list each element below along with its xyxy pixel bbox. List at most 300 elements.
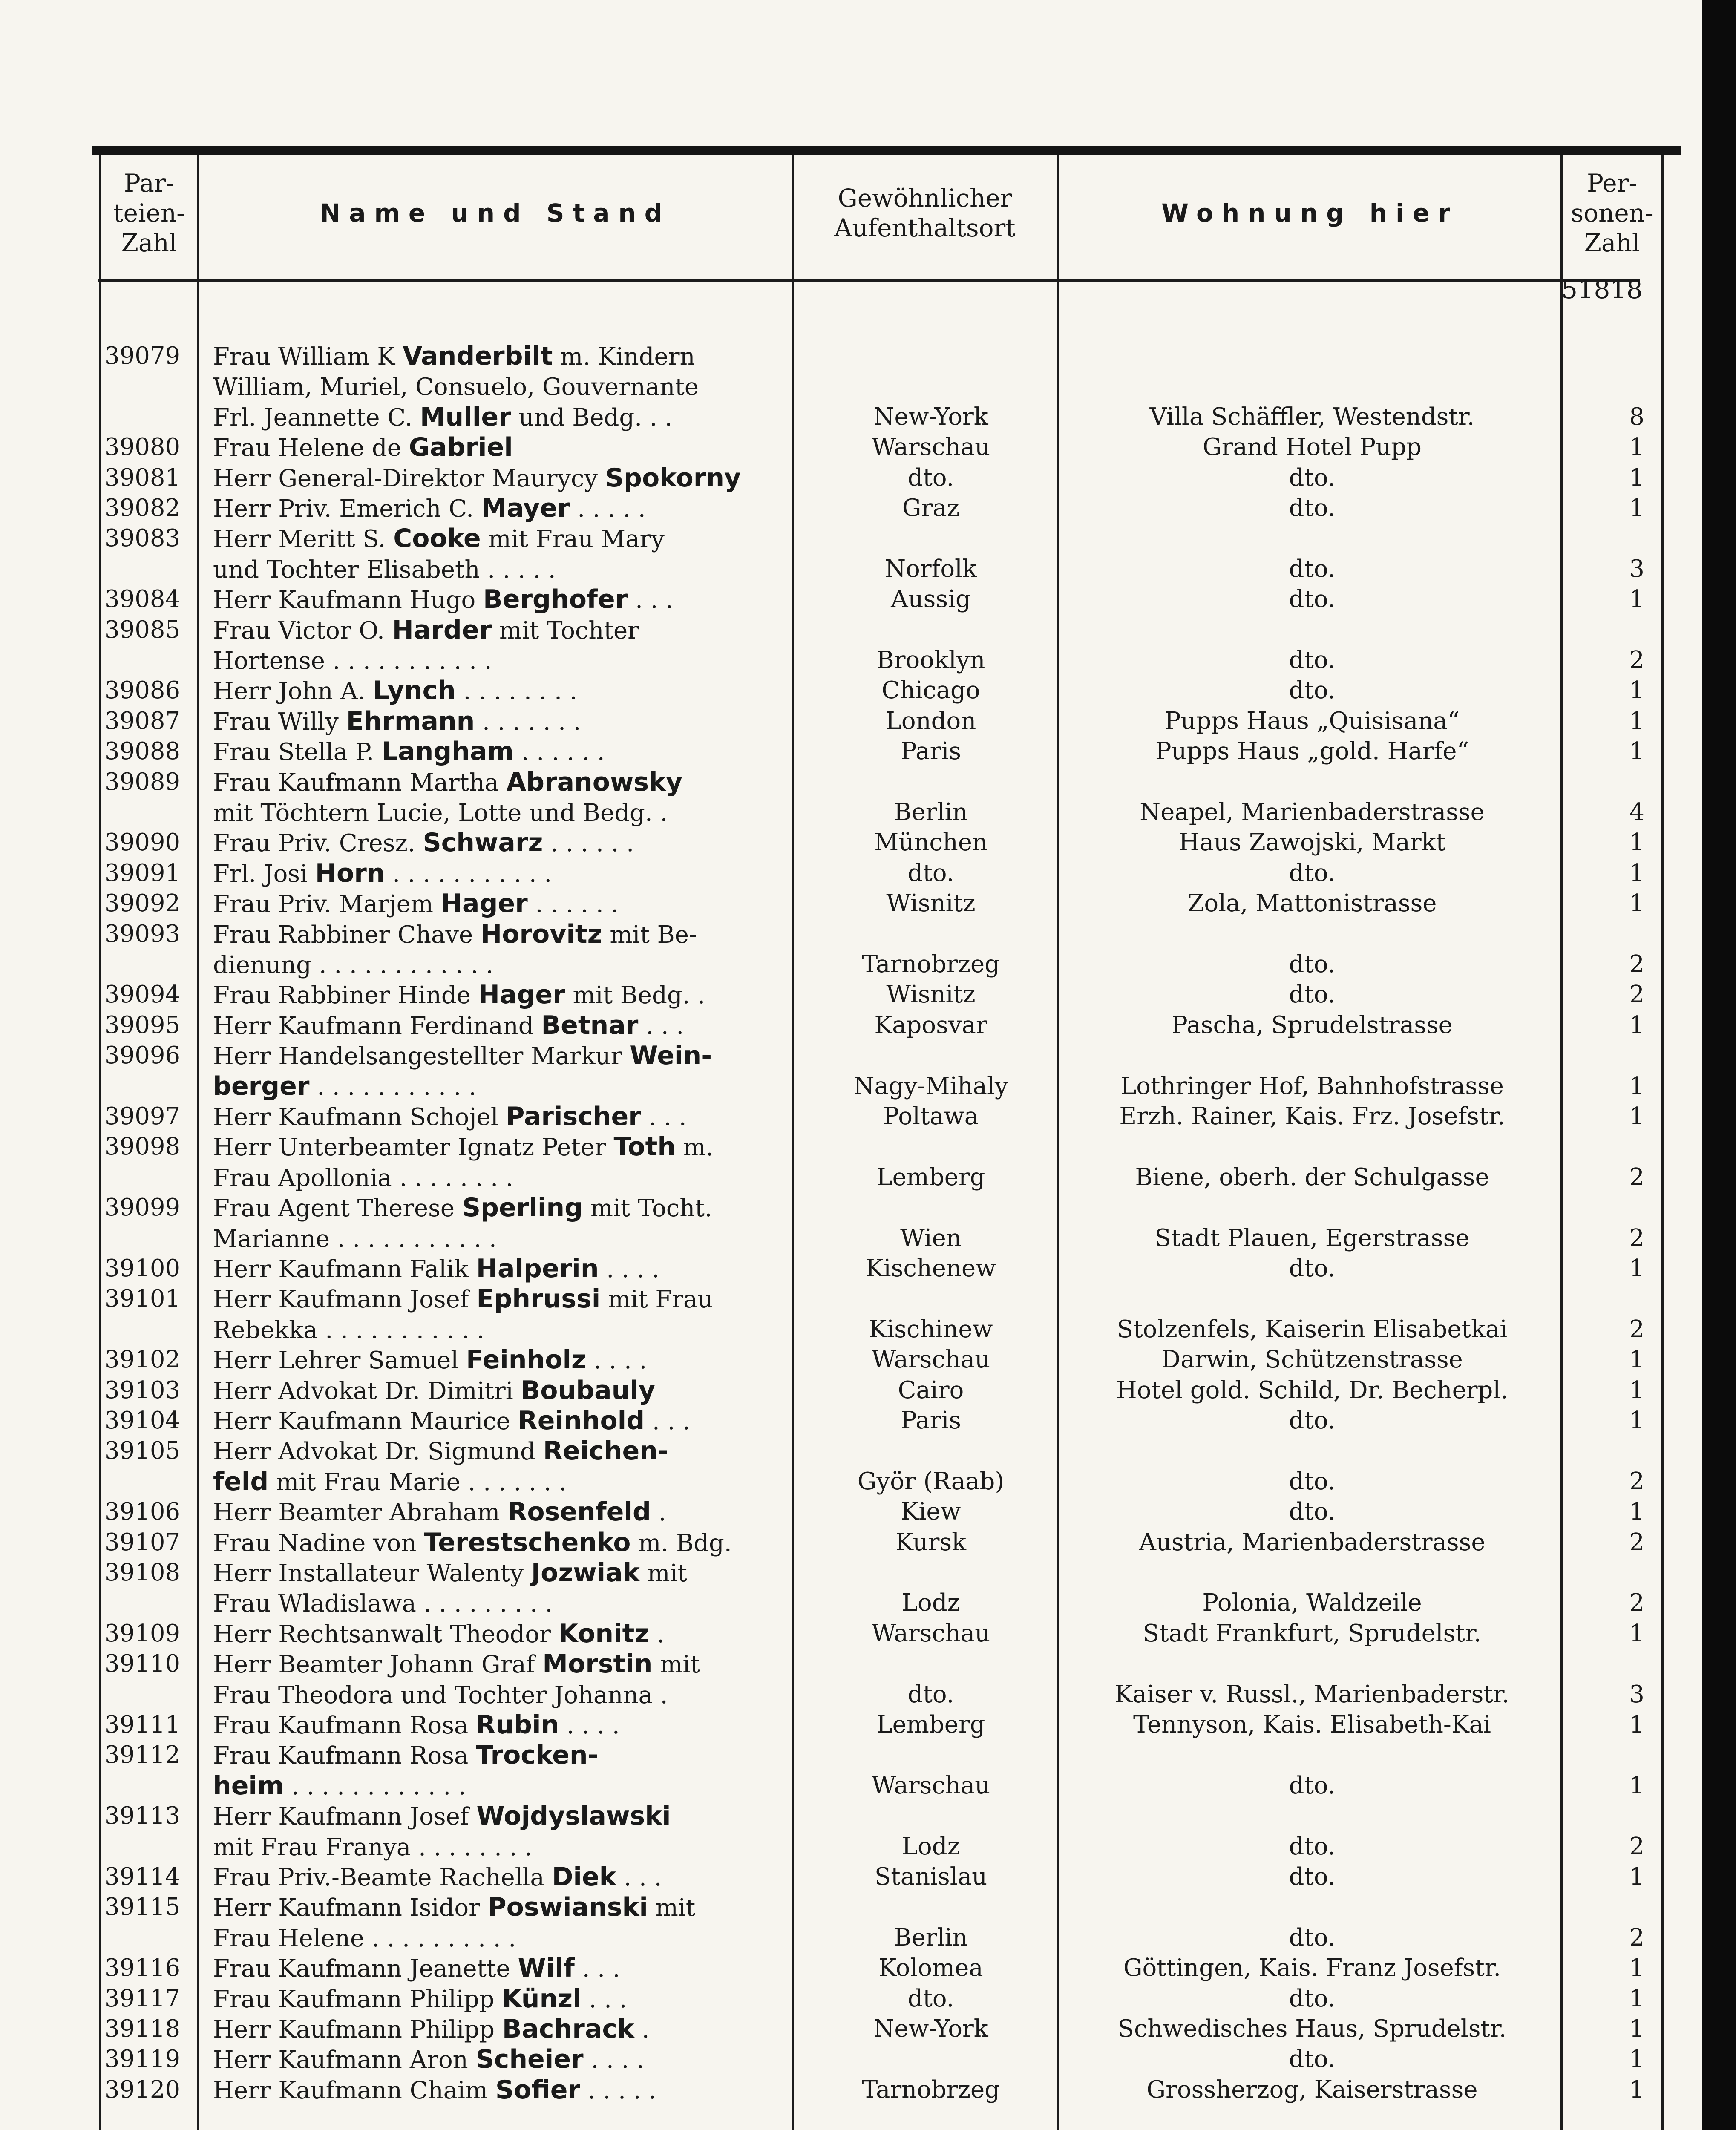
header-persons-line: Zahl — [1584, 228, 1640, 257]
table-row — [0, 919, 1702, 950]
person-count: 2 — [1629, 646, 1644, 674]
name-and-status — [213, 554, 780, 585]
person-count: 1 — [1629, 1498, 1644, 1526]
name-text: Frau Kaufmann Rosa — [213, 1742, 469, 1770]
table-row — [0, 615, 1702, 645]
table-row — [0, 341, 1702, 371]
usual-residence: Berlin — [894, 1923, 968, 1952]
party-number: 39080 — [104, 433, 181, 461]
name-and-status — [213, 767, 780, 798]
name-text: Herr Kaufmann Josef — [213, 1286, 469, 1314]
party-number: 39107 — [104, 1528, 181, 1556]
name-text: Herr Kaufmann Schojel — [213, 1103, 498, 1131]
table-row — [0, 1284, 1702, 1314]
name-text: Frau Priv. Cresz. — [213, 829, 415, 858]
table-top-rule — [92, 146, 1681, 155]
name-suffix: und Bedg. . . — [511, 403, 673, 432]
name-suffix: . . . . — [599, 1255, 659, 1283]
table-row — [0, 1314, 1702, 1345]
header-number — [102, 168, 196, 258]
name-and-status — [213, 493, 780, 524]
person-count: 1 — [1629, 585, 1644, 613]
name-and-status — [213, 1253, 780, 1285]
surname: Bachrack — [502, 2014, 634, 2044]
person-count: 1 — [1629, 1102, 1644, 1130]
party-number: 39084 — [104, 585, 181, 613]
party-number: 39079 — [104, 342, 181, 370]
surname: Lynch — [373, 676, 456, 706]
name-suffix: . . . — [645, 1408, 690, 1435]
table-row — [0, 1953, 1702, 1983]
name-and-status — [213, 1892, 780, 1923]
surname: Schwarz — [423, 828, 543, 858]
local-lodging: Pascha, Sprudelstrasse — [1172, 1011, 1453, 1039]
name-suffix: . . . . . . . — [475, 708, 581, 736]
header-number-line: Zahl — [121, 228, 177, 257]
table-row — [0, 949, 1702, 980]
person-count: 1 — [1629, 433, 1644, 461]
header-persons-line: sonen- — [1571, 199, 1653, 227]
local-lodging: dto. — [1289, 585, 1336, 613]
surname: Toth — [613, 1132, 676, 1162]
usual-residence: Wien — [900, 1224, 962, 1252]
usual-residence: Lemberg — [876, 1711, 985, 1739]
name-and-status — [213, 1557, 780, 1589]
table-row — [0, 1983, 1702, 2014]
name-and-status — [213, 1740, 780, 1771]
surname: Rubin — [476, 1710, 559, 1740]
table-row — [0, 1831, 1702, 1862]
name-text: Herr General-Direktor Maurycy — [213, 464, 598, 492]
usual-residence: München — [874, 829, 988, 857]
name-text: Frau Theodora und Tochter Johanna . — [213, 1681, 668, 1709]
party-number: 39106 — [104, 1498, 181, 1526]
usual-residence: Cairo — [898, 1376, 964, 1404]
person-count: 2 — [1629, 1315, 1644, 1343]
table-row — [0, 1040, 1702, 1071]
usual-residence: Kiew — [901, 1498, 961, 1526]
surname: Parischer — [506, 1102, 641, 1131]
surname: Wilf — [518, 1953, 575, 1983]
name-text: William, Muriel, Consuelo, Gouvernante — [213, 373, 699, 401]
name-and-status — [213, 1527, 780, 1559]
name-suffix: mit — [648, 1894, 696, 1922]
header-residence: Wohnung hier — [1161, 199, 1459, 227]
name-text: Rebekka . . . . . . . . . . . — [213, 1316, 485, 1344]
person-count: 1 — [1629, 1711, 1644, 1739]
table-row — [0, 1923, 1702, 1953]
usual-residence: Lodz — [901, 1589, 960, 1617]
local-lodging: dto. — [1289, 859, 1336, 887]
name-text: Herr Kaufmann Maurice — [213, 1408, 510, 1435]
name-suffix: . . . . . . . . — [455, 677, 577, 705]
surname: Langham — [381, 737, 514, 767]
header-bottom-rule — [98, 279, 1640, 282]
name-suffix: . . . . . . — [527, 890, 619, 918]
name-and-status — [213, 858, 780, 889]
table-row — [0, 1375, 1702, 1406]
name-suffix: . . . . . . . . . . . — [385, 860, 552, 888]
name-and-status — [213, 432, 780, 463]
name-and-status — [213, 371, 780, 403]
party-number: 39117 — [104, 1984, 181, 2012]
name-text: Marianne . . . . . . . . . . . — [213, 1225, 497, 1253]
table-row — [0, 493, 1702, 524]
name-suffix: . . . — [628, 586, 674, 614]
party-number: 39112 — [104, 1741, 181, 1769]
party-number: 39092 — [104, 889, 181, 918]
usual-residence: Norfolk — [885, 555, 977, 583]
name-and-status — [213, 706, 780, 737]
party-number: 39089 — [104, 768, 181, 796]
person-count: 4 — [1629, 798, 1644, 826]
header-number-line: Par- — [124, 169, 175, 198]
local-lodging: dto. — [1289, 950, 1336, 978]
name-text: Frau Priv. Marjem — [213, 890, 433, 918]
party-number: 39099 — [104, 1194, 181, 1222]
surname: Abranowsky — [506, 767, 683, 797]
party-number: 39119 — [104, 2045, 181, 2073]
surname: Diek — [552, 1862, 616, 1892]
name-text: Herr Unterbeamter Ignatz Peter — [213, 1134, 606, 1162]
usual-residence: Warschau — [871, 1771, 990, 1799]
table-row — [0, 1071, 1702, 1102]
person-count: 1 — [1629, 494, 1644, 522]
name-and-status — [213, 1710, 780, 1741]
name-and-status — [213, 1770, 780, 1802]
name-text: Frau Stella P. — [213, 738, 374, 766]
header-origin — [795, 183, 1055, 243]
local-lodging: dto. — [1289, 2045, 1336, 2073]
table-row — [0, 1010, 1702, 1041]
surname: Betnar — [541, 1010, 639, 1040]
name-suffix: . . . . . . . . . . . . — [284, 1772, 466, 1800]
table-row — [0, 584, 1702, 615]
table-row — [0, 523, 1702, 554]
name-suffix: . . . . — [583, 2046, 645, 2074]
surname: Reichen- — [543, 1436, 668, 1466]
name-and-status — [213, 797, 780, 829]
local-lodging: Zola, Mattonistrasse — [1187, 889, 1437, 918]
usual-residence: Graz — [902, 494, 960, 522]
name-and-status — [213, 615, 780, 646]
name-text: Herr Kaufmann Aron — [213, 2046, 468, 2074]
name-and-status — [213, 1923, 780, 1954]
local-lodging: Schwedisches Haus, Sprudelstr. — [1117, 2015, 1507, 2043]
party-number: 39109 — [104, 1619, 181, 1647]
usual-residence: Poltawa — [883, 1102, 979, 1130]
table-row — [0, 1344, 1702, 1375]
name-text: Frau Kaufmann Martha — [213, 769, 499, 797]
local-lodging: Polonia, Waldzeile — [1202, 1589, 1422, 1617]
party-number: 39086 — [104, 676, 181, 705]
name-text: Frau Rabbiner Chave — [213, 921, 473, 949]
local-lodging: dto. — [1289, 1832, 1336, 1860]
name-text: Frau Kaufmann Philipp — [213, 1985, 495, 2013]
usual-residence: dto. — [907, 859, 954, 887]
table-row — [0, 402, 1702, 432]
name-and-status — [213, 1983, 780, 2015]
name-and-status — [213, 341, 780, 372]
local-lodging: dto. — [1289, 1984, 1336, 2012]
local-lodging: Villa Schäffler, Westendstr. — [1149, 403, 1475, 431]
surname: Ephrussi — [476, 1284, 601, 1314]
name-and-status — [213, 1101, 780, 1133]
usual-residence: New-York — [873, 403, 988, 431]
person-count: 2 — [1629, 1467, 1644, 1495]
name-and-status — [213, 1588, 780, 1619]
name-text: Herr Kaufmann Falik — [213, 1255, 469, 1283]
name-and-status — [213, 1192, 780, 1224]
person-count: 1 — [1629, 1771, 1644, 1799]
table-row — [0, 675, 1702, 706]
table-row — [0, 2014, 1702, 2044]
usual-residence: London — [885, 707, 976, 735]
usual-residence: Wisnitz — [886, 889, 976, 918]
party-number: 39097 — [104, 1102, 181, 1130]
party-number: 39083 — [104, 524, 181, 553]
name-and-status — [213, 2075, 780, 2106]
person-count: 1 — [1629, 1407, 1644, 1434]
name-suffix: m. Kindern — [553, 343, 695, 371]
usual-residence: Stanislau — [874, 1863, 987, 1891]
name-text: Herr Meritt S. — [213, 525, 386, 553]
name-text: Herr Installateur Walenty — [213, 1560, 524, 1587]
name-suffix: . . . — [574, 1955, 620, 1983]
table-row — [0, 736, 1702, 767]
name-and-status — [213, 1618, 780, 1650]
local-lodging: dto. — [1289, 981, 1336, 1009]
local-lodging: Erzh. Rainer, Kais. Frz. Josefstr. — [1119, 1102, 1505, 1130]
scan-edge-right — [1702, 0, 1736, 2130]
usual-residence: Nagy-Mihaly — [853, 1072, 1008, 1100]
name-text: Herr Advokat Dr. Dimitri — [213, 1377, 513, 1405]
local-lodging: Stolzenfels, Kaiserin Elisabetkai — [1117, 1315, 1508, 1343]
name-and-status — [213, 1497, 780, 1528]
person-count: 2 — [1629, 1163, 1644, 1191]
name-and-status — [213, 736, 780, 768]
surname: heim — [213, 1770, 284, 1801]
usual-residence: dto. — [907, 463, 954, 492]
person-count: 2 — [1629, 950, 1644, 978]
name-suffix: . . . . . . — [543, 829, 634, 858]
name-and-status — [213, 1466, 780, 1498]
table-row — [0, 1801, 1702, 1831]
name-and-status — [213, 463, 780, 494]
name-and-status — [213, 1375, 780, 1407]
header-persons-line: Per- — [1586, 169, 1638, 198]
name-and-status — [213, 2044, 780, 2075]
name-and-status — [213, 1314, 780, 1346]
person-count: 1 — [1629, 1984, 1644, 2012]
name-text: Hortense . . . . . . . . . . . — [213, 647, 492, 675]
name-suffix: . . . . . — [580, 2076, 656, 2104]
name-text: Frau Agent Therese — [213, 1195, 455, 1223]
carry-in-total: 51818 — [1561, 275, 1643, 305]
surname: feld — [213, 1466, 269, 1497]
name-and-status — [213, 1284, 780, 1315]
party-number: 39088 — [104, 737, 181, 766]
local-lodging: Göttingen, Kais. Franz Josefstr. — [1123, 1954, 1501, 1982]
name-text: mit Frau Franya . . . . . . . . — [213, 1833, 533, 1861]
person-count: 1 — [1629, 1072, 1644, 1100]
name-text: Frau Helene de — [213, 434, 401, 462]
usual-residence: Paris — [901, 1407, 961, 1434]
person-count: 2 — [1629, 981, 1644, 1009]
name-suffix: m. Bdg. — [630, 1529, 732, 1557]
name-text: Herr John A. — [213, 677, 366, 705]
party-number: 39087 — [104, 707, 181, 735]
usual-residence: Kaposvar — [874, 1011, 987, 1039]
local-lodging: Neapel, Marienbaderstrasse — [1140, 798, 1485, 826]
name-suffix: mit Tochter — [492, 616, 639, 645]
surname: Horovitz — [481, 919, 602, 949]
name-and-status — [213, 1344, 780, 1376]
local-lodging: dto. — [1289, 1863, 1336, 1891]
name-and-status — [213, 1071, 780, 1102]
local-lodging: dto. — [1289, 1467, 1336, 1495]
name-text: Frau Wladislawa . . . . . . . . . — [213, 1590, 553, 1618]
table-row — [0, 1223, 1702, 1254]
header-number-line: teien- — [113, 199, 185, 227]
local-lodging: Tennyson, Kais. Elisabeth-Kai — [1133, 1711, 1491, 1739]
name-and-status — [213, 1953, 780, 1984]
name-and-status — [213, 1131, 780, 1163]
person-count: 1 — [1629, 463, 1644, 492]
surname: Muller — [420, 402, 511, 432]
person-count: 1 — [1629, 1255, 1644, 1282]
surname: Reinhold — [518, 1406, 645, 1436]
table-row — [0, 767, 1702, 797]
local-lodging: Biene, oberh. der Schulgasse — [1135, 1163, 1489, 1191]
usual-residence: Warschau — [871, 1346, 990, 1374]
surname: Mayer — [481, 493, 570, 523]
local-lodging: Stadt Plauen, Egerstrasse — [1154, 1224, 1470, 1252]
table-row — [0, 2075, 1702, 2105]
table-row — [0, 1527, 1702, 1558]
surname: berger — [213, 1071, 310, 1101]
table-row — [0, 1131, 1702, 1162]
person-count: 1 — [1629, 1863, 1644, 1891]
usual-residence: Kischenew — [865, 1255, 996, 1282]
party-number: 39114 — [104, 1863, 181, 1891]
local-lodging: Stadt Frankfurt, Sprudelstr. — [1143, 1619, 1482, 1647]
name-suffix: mit Frau — [600, 1286, 713, 1314]
usual-residence: Berlin — [894, 798, 968, 826]
local-lodging: dto. — [1289, 1771, 1336, 1799]
name-text: Frau Priv.-Beamte Rachella — [213, 1864, 544, 1891]
table-row — [0, 432, 1702, 463]
usual-residence: Chicago — [881, 676, 980, 705]
person-count: 2 — [1629, 1589, 1644, 1617]
usual-residence: Kolomea — [878, 1954, 983, 1982]
name-text: Frau Helene . . . . . . . . . . — [213, 1924, 516, 1952]
name-and-status — [213, 888, 780, 920]
header-name: Name und Stand — [320, 199, 671, 227]
surname: Halperin — [476, 1254, 599, 1284]
usual-residence: Paris — [901, 737, 961, 766]
party-number: 39094 — [104, 981, 181, 1009]
name-suffix: mit — [639, 1560, 687, 1587]
usual-residence: Warschau — [871, 1619, 990, 1647]
name-and-status — [213, 402, 780, 433]
name-suffix: . . . — [641, 1103, 687, 1131]
name-text: dienung . . . . . . . . . . . . — [213, 951, 494, 979]
name-suffix: . . . . . . — [513, 738, 605, 766]
table-row — [0, 554, 1702, 584]
header-origin-line: Gewöhnlicher — [838, 184, 1012, 213]
person-count: 1 — [1629, 737, 1644, 766]
name-text: Frau William K — [213, 343, 395, 371]
name-text: mit Töchtern Lucie, Lotte und Bedg. . — [213, 799, 668, 827]
party-number: 39104 — [104, 1407, 181, 1434]
table-row — [0, 1618, 1702, 1649]
name-text: und Tochter Elisabeth . . . . . — [213, 556, 556, 584]
name-text: Herr Priv. Emerich C. — [213, 495, 474, 523]
name-text: Frl. Jeannette C. — [213, 403, 412, 432]
name-and-status — [213, 827, 780, 859]
table-row — [0, 1405, 1702, 1436]
person-count: 1 — [1629, 859, 1644, 887]
person-count: 1 — [1629, 2045, 1644, 2073]
surname: Spokorny — [605, 463, 741, 493]
surname: Harder — [392, 615, 492, 645]
table-row — [0, 1892, 1702, 1923]
name-text: Frau Rabbiner Hinde — [213, 982, 471, 1010]
name-and-status — [213, 523, 780, 555]
table-row — [0, 1497, 1702, 1527]
name-text: Herr Kaufmann Hugo — [213, 586, 476, 614]
party-number: 39101 — [104, 1285, 181, 1313]
name-and-status — [213, 584, 780, 616]
table-row — [0, 1253, 1702, 1284]
name-suffix: mit Be- — [602, 921, 697, 949]
name-text: Herr Kaufmann Philipp — [213, 2016, 495, 2044]
surname: Terestschenko — [424, 1527, 631, 1557]
person-count: 2 — [1629, 1832, 1644, 1860]
local-lodging: Austria, Marienbaderstrasse — [1139, 1528, 1486, 1556]
surname: Wojdyslawski — [476, 1801, 671, 1831]
local-lodging: Pupps Haus „gold. Harfe“ — [1155, 737, 1469, 766]
name-suffix: mit Bedg. . — [565, 982, 705, 1010]
name-and-status — [213, 1649, 780, 1680]
table-row — [0, 1862, 1702, 1892]
surname: Sperling — [462, 1193, 583, 1223]
table-row — [0, 1101, 1702, 1132]
name-suffix: mit — [652, 1651, 700, 1679]
local-lodging: dto. — [1289, 494, 1336, 522]
person-count: 1 — [1629, 1376, 1644, 1404]
local-lodging: Darwin, Schützenstrasse — [1161, 1346, 1463, 1374]
party-number: 39105 — [104, 1437, 181, 1465]
party-number: 39118 — [104, 2015, 181, 2043]
person-count: 1 — [1629, 2015, 1644, 2043]
name-and-status — [213, 2014, 780, 2045]
name-suffix: . — [649, 1620, 665, 1648]
name-text: Herr Kaufmann Isidor — [213, 1894, 480, 1922]
local-lodging: Kaiser v. Russl., Marienbaderstr. — [1114, 1680, 1510, 1708]
surname: Poswianski — [487, 1892, 648, 1923]
name-and-status — [213, 949, 780, 981]
name-and-status — [213, 1801, 780, 1832]
surname: Jozwiak — [531, 1558, 640, 1588]
table-row — [0, 1192, 1702, 1223]
table-row — [0, 1770, 1702, 1801]
table-row — [0, 1649, 1702, 1679]
table-row — [0, 1162, 1702, 1193]
name-text: Frau Willy — [213, 708, 339, 736]
name-text: Frau Kaufmann Jeanette — [213, 1955, 510, 1983]
